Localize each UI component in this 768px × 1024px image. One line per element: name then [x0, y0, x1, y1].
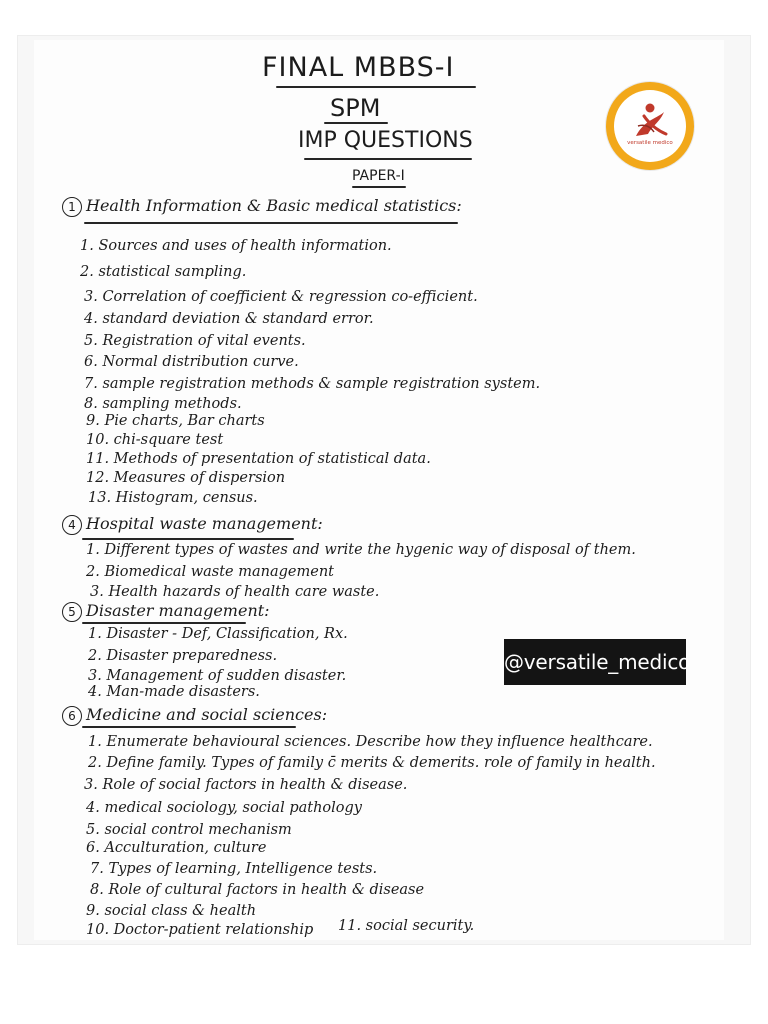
- list-item: 2. Define family. Types of family c̄ merits & demerits. role of family in health.: [88, 755, 656, 771]
- imp-underline: [304, 158, 472, 160]
- list-item: 13. Histogram, census.: [88, 490, 258, 506]
- section-1-underline: [84, 222, 458, 224]
- list-item: 4. standard deviation & standard error.: [84, 311, 374, 327]
- versatile-medico-logo: [606, 82, 694, 170]
- list-item: 2. Biomedical waste management: [86, 564, 334, 580]
- section-6-underline: [82, 726, 296, 728]
- list-item: 7. sample registration methods & sample registration system.: [84, 376, 541, 392]
- list-item: 6. Normal distribution curve.: [84, 354, 299, 370]
- section-number-badge: 6: [62, 706, 82, 726]
- section-heading-4: [62, 514, 323, 535]
- section-number-badge: 5: [62, 602, 82, 622]
- list-item: 10. Doctor-patient relationship: [86, 922, 314, 938]
- logo-mark-icon: [614, 90, 686, 162]
- paper-label: PAPER-I: [352, 168, 405, 184]
- list-item: 5. Registration of vital events.: [84, 333, 306, 349]
- list-item: 8. sampling methods.: [84, 396, 242, 412]
- section-number-badge: 4: [62, 515, 82, 535]
- subject-underline: [324, 122, 388, 124]
- section-title: Medicine and social sciences:: [86, 705, 328, 724]
- list-item: 12. Measures of dispersion: [86, 470, 286, 486]
- section-title: Disaster management:: [86, 601, 270, 620]
- watermark-handle: @versatile_medico: [504, 639, 686, 685]
- list-item: 1. Disaster - Def, Classification, Rx.: [88, 626, 348, 642]
- section-title: Health Information & Basic medical statistics:: [86, 196, 462, 215]
- list-item: 3. Health hazards of health care waste.: [90, 584, 380, 600]
- list-item: 1. Enumerate behavioural sciences. Describe how they influence healthcare.: [88, 734, 653, 750]
- list-item: 8. Role of cultural factors in health & disease: [90, 882, 425, 898]
- list-item: 11. Methods of presentation of statistical data.: [86, 451, 431, 467]
- paper-underline: [352, 186, 406, 188]
- subject-label: SPM: [330, 94, 381, 122]
- logo-text: versatile medico: [627, 140, 673, 146]
- list-item: 4. medical sociology, social pathology: [86, 800, 362, 816]
- list-item: 7. Types of learning, Intelligence tests.: [90, 861, 378, 877]
- list-item: 3. Management of sudden disaster.: [88, 668, 347, 684]
- section-4-underline: [82, 538, 294, 540]
- logo-inner: [614, 90, 686, 162]
- section-number-badge: 1: [62, 197, 82, 217]
- section-5-underline: [82, 622, 246, 624]
- list-item: 1. Sources and uses of health information.: [80, 238, 392, 254]
- page-title: FINAL MBBS-I: [262, 52, 455, 83]
- list-item: 2. Disaster preparedness.: [88, 648, 278, 664]
- section-heading-1: [62, 196, 462, 217]
- list-item: 5. social control mechanism: [86, 822, 292, 838]
- section-heading-5: [62, 601, 270, 622]
- title-underline: [276, 86, 476, 88]
- list-item: 6. Acculturation, culture: [86, 840, 267, 856]
- section-title: Hospital waste management:: [86, 514, 323, 533]
- list-item: 2. statistical sampling.: [80, 264, 247, 280]
- list-item: 3. Role of social factors in health & disease.: [84, 777, 408, 793]
- list-item: 10. chi-square test: [86, 432, 224, 448]
- section-heading-6: [62, 705, 327, 726]
- list-item: 1. Different types of wastes and write the hygenic way of disposal of them.: [86, 542, 636, 558]
- list-item: 4. Man-made disasters.: [88, 684, 260, 700]
- list-item: 9. social class & health: [86, 903, 257, 919]
- imp-questions-heading: IMP QUESTIONS: [298, 128, 473, 153]
- list-item: 3. Correlation of coefficient & regression co-efficient.: [84, 289, 478, 305]
- list-item: 11. social security.: [338, 918, 475, 934]
- list-item: 9. Pie charts, Bar charts: [86, 413, 265, 429]
